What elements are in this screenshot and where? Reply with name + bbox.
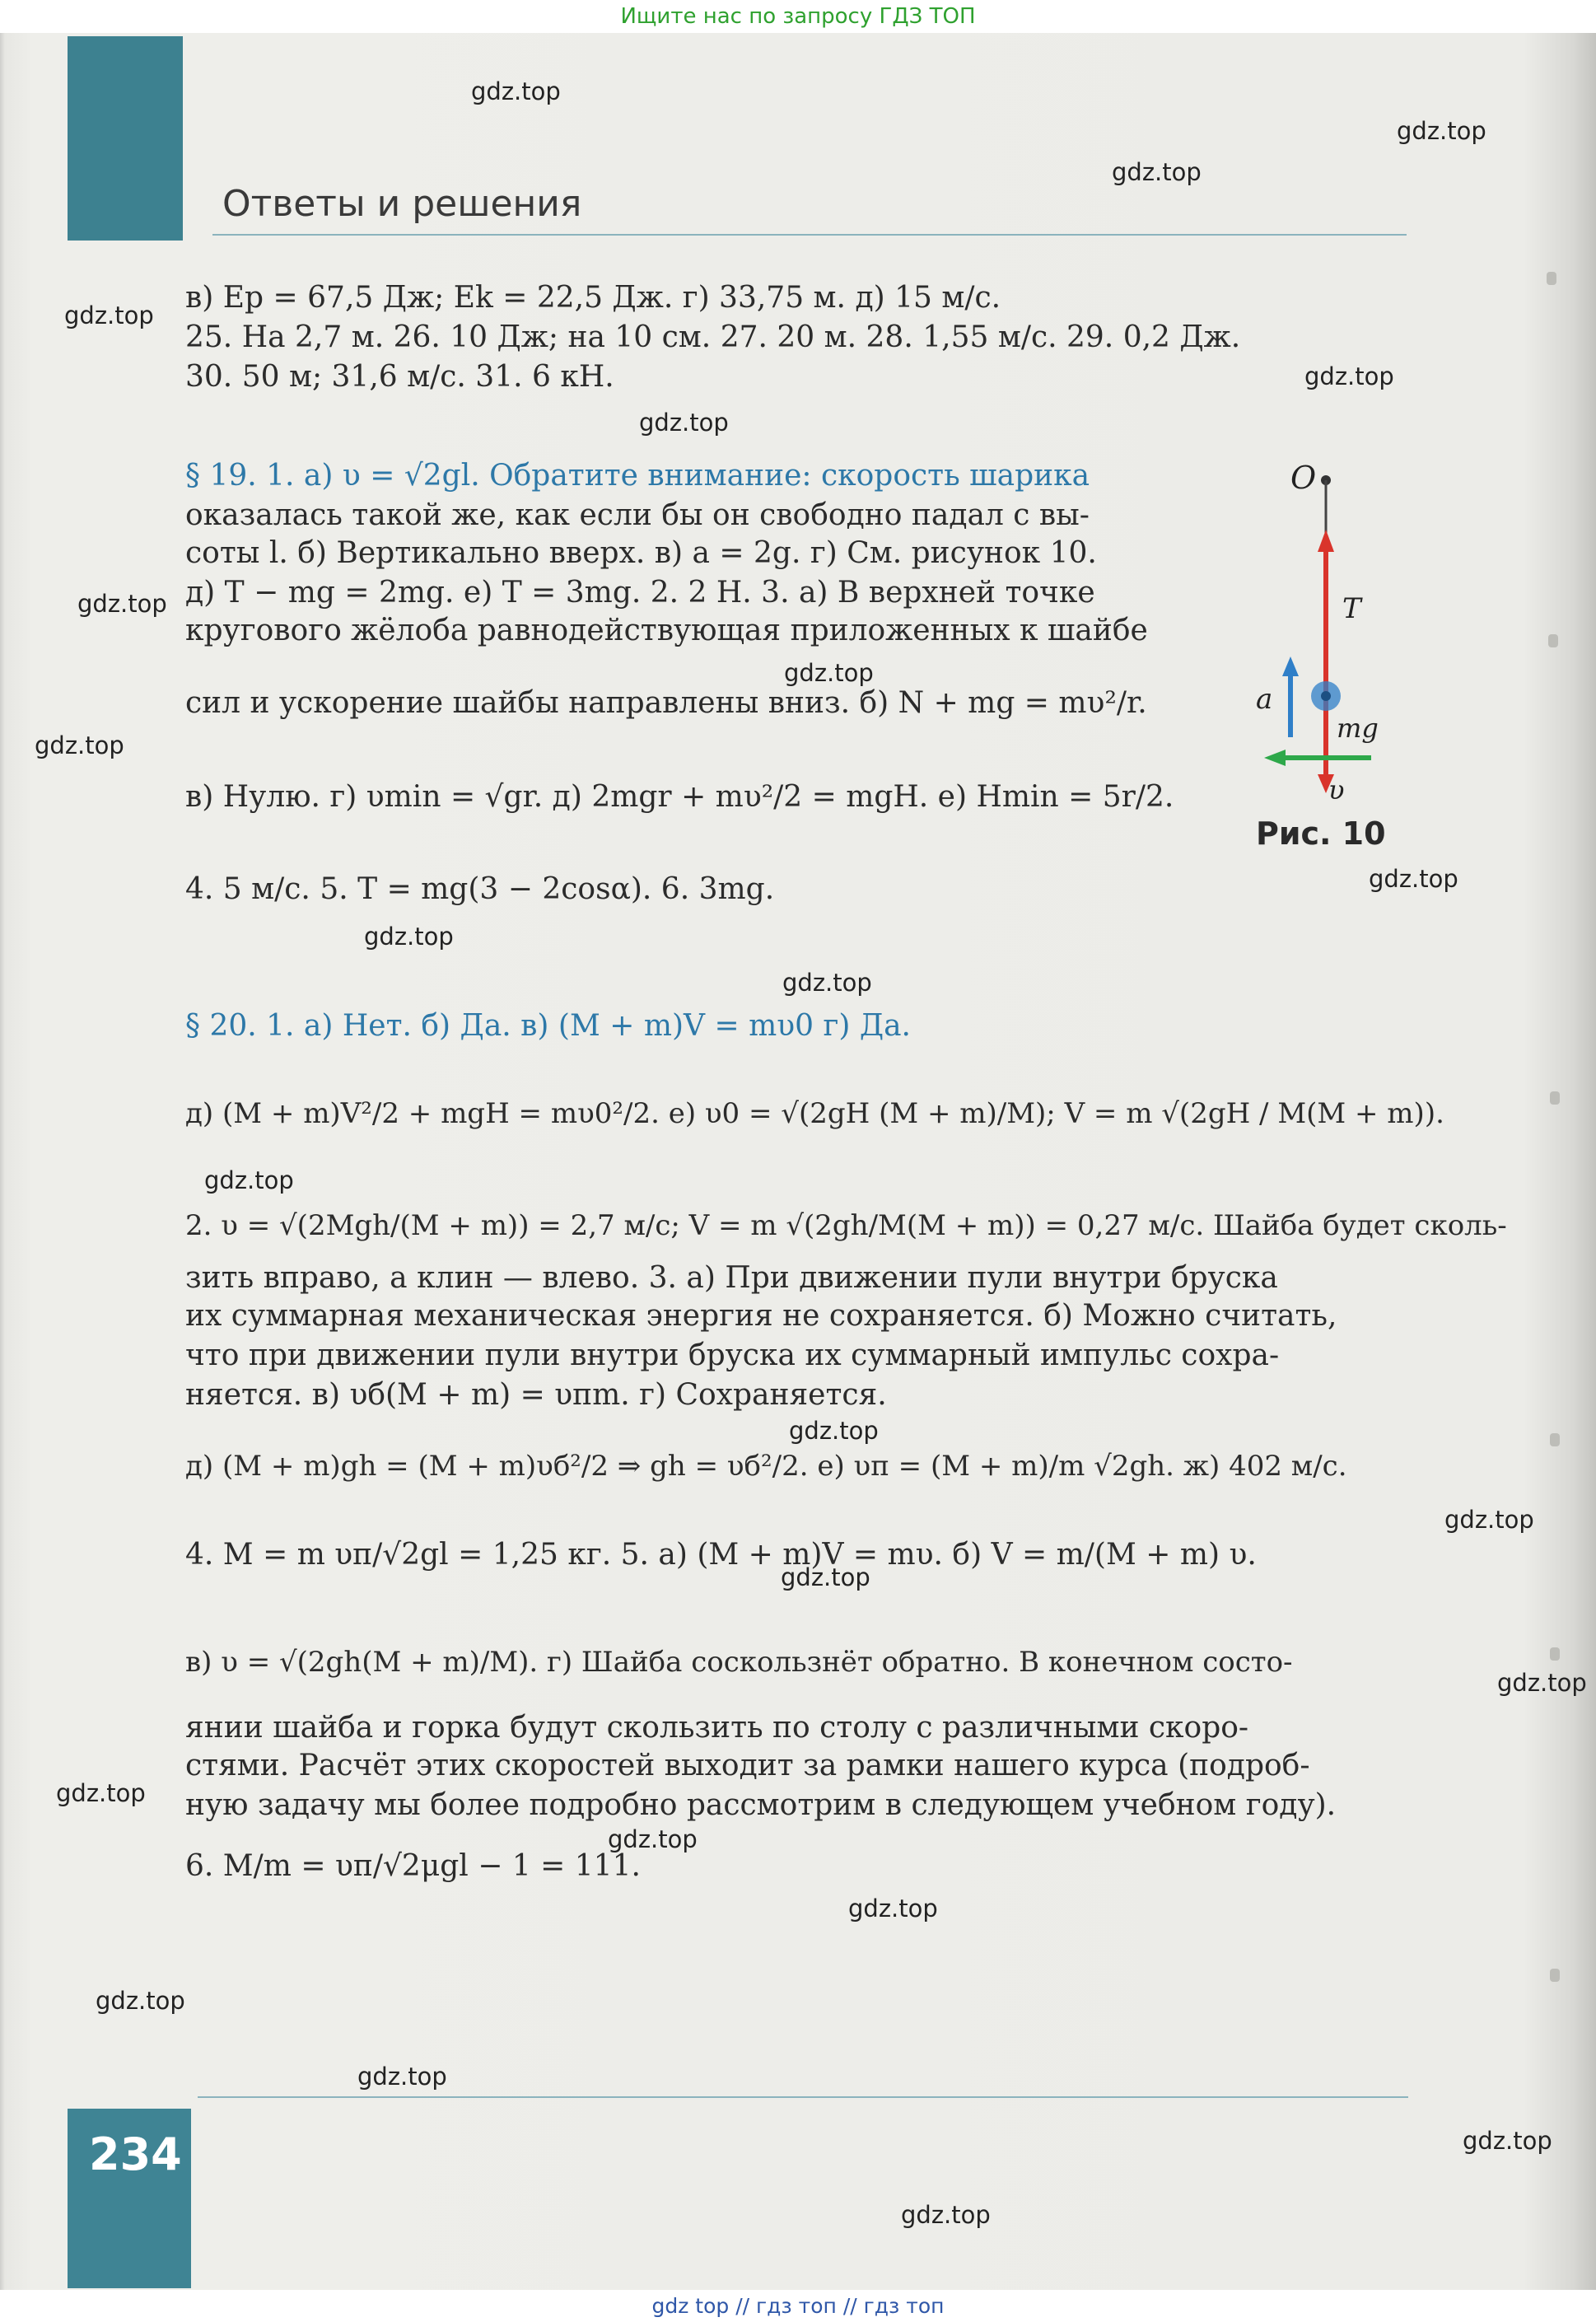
binder-tab (1550, 1091, 1560, 1105)
text-line: в) Нулю. г) υmin = √gr. д) 2mgr + mυ²/2 = mgH. е) Hmin = 5r/2. (185, 780, 1174, 814)
watermark: gdz.top (1444, 1506, 1534, 1534)
text-line: зить вправо, а клин — влево. 3. а) При движении пули внутри бруска (185, 1261, 1278, 1295)
binder-tab (1550, 1647, 1560, 1661)
text-line: д) (M + m)V²/2 + mgH = mυ0²/2. е) υ0 = √(2gH (M + m)/M); V = m √(2gH / M(M + m)). (185, 1097, 1444, 1130)
watermark: gdz.top (901, 2201, 991, 2229)
text-line: в) Eр = 67,5 Дж; Ek = 22,5 Дж. г) 33,75 м. д) 15 м/с. (185, 281, 1001, 315)
section-20-line: § 20. 1. а) Нет. б) Да. в) (M + m)V = mυ0 г) Да. (185, 1009, 911, 1043)
watermark: gdz.top (1112, 158, 1202, 186)
page-title: Ответы и решения (222, 183, 582, 225)
binder-tab (1550, 1969, 1560, 1982)
text-line: 4. 5 м/с. 5. T = mg(3 − 2cosα). 6. 3mg. (185, 872, 775, 906)
header-accent-block (68, 36, 183, 241)
text-line: янии шайба и горка будут скользить по столу с различными скоро- (185, 1711, 1249, 1745)
figure-caption: Рис. 10 (1256, 815, 1386, 852)
text-line: в) υ = √(2gh(M + m)/M). г) Шайба соскользнёт обратно. В конечном состо- (185, 1646, 1293, 1679)
watermark: gdz.top (1397, 117, 1486, 145)
section-19-line: § 19. 1. а) υ = √2gl. Обратите внимание: скорость шарика (185, 459, 1090, 493)
watermark: gdz.top (96, 1987, 185, 2015)
watermark: gdz.top (782, 969, 872, 997)
tension-arrowhead (1318, 530, 1334, 552)
watermark: gdz.top (357, 2063, 447, 2091)
figure-10-diagram (1239, 457, 1396, 803)
text-line: ную задачу мы более подробно рассмотрим в следующем учебном году). (185, 1788, 1337, 1822)
watermark: gdz.top (1497, 1669, 1587, 1697)
page-number: 234 (89, 2128, 182, 2180)
watermark: gdz.top (471, 77, 561, 105)
ball-center (1321, 691, 1331, 701)
top-banner[interactable]: Ищите нас по запросу ГДЗ ТОП (0, 0, 1596, 33)
binder-tab (1548, 634, 1558, 647)
text-line: оказалась такой же, как если бы он свободно падал с вы- (185, 498, 1090, 532)
watermark: gdz.top (1304, 362, 1394, 390)
header-rule (212, 234, 1407, 236)
gravity-label: mg (1337, 712, 1379, 744)
watermark: gdz.top (364, 923, 454, 951)
tension-label: T (1342, 592, 1361, 625)
accel-arrowhead (1282, 656, 1299, 676)
watermark: gdz.top (1369, 865, 1458, 893)
accel-label: a (1256, 683, 1273, 716)
text-line: 25. На 2,7 м. 26. 10 Дж; на 10 см. 27. 20 м. 28. 1,55 м/с. 29. 0,2 Дж. (185, 320, 1241, 354)
origin-label: O (1290, 460, 1317, 496)
watermark: gdz.top (789, 1417, 879, 1445)
text-line: няется. в) υб(M + m) = υпm. г) Сохраняется. (185, 1378, 887, 1412)
watermark: gdz.top (204, 1166, 294, 1194)
watermark: gdz.top (781, 1563, 870, 1591)
binder-tab (1550, 1433, 1560, 1446)
text-line: соты l. б) Вертикально вверх. в) a = 2g. г) См. рисунок 10. (185, 536, 1097, 570)
watermark: gdz.top (56, 1779, 146, 1807)
binder-tab (1547, 272, 1556, 285)
watermark: gdz.top (1463, 2127, 1552, 2155)
text-line: 2. υ = √(2Mgh/(M + m)) = 2,7 м/с; V = m √(2gh/M(M + m)) = 0,27 м/с. Шайба будет сколь- (185, 1209, 1507, 1242)
bottom-banner[interactable]: gdz top // гдз топ // гдз топ (0, 2290, 1596, 2322)
watermark: gdz.top (77, 590, 167, 618)
watermark: gdz.top (848, 1895, 938, 1923)
text-line: д) (M + m)gh = (M + m)υб²/2 ⇒ gh = υб²/2. е) υп = (M + m)/m √2gh. ж) 402 м/с. (185, 1450, 1347, 1483)
text-line: стями. Расчёт этих скоростей выходит за рамки нашего курса (подроб- (185, 1749, 1310, 1782)
watermark: gdz.top (64, 301, 154, 329)
velocity-arrowhead (1264, 750, 1286, 766)
text-line: что при движении пули внутри бруска их суммарный импульс сохра- (185, 1339, 1280, 1372)
watermark: gdz.top (639, 409, 729, 437)
text-line: их суммарная механическая энергия не сохраняется. б) Можно считать, (185, 1299, 1337, 1333)
footer-rule (198, 2096, 1408, 2098)
watermark: gdz.top (608, 1825, 698, 1853)
watermark: gdz.top (35, 731, 124, 759)
text-line: 6. M/m = υп/√2μgl − 1 = 111. (185, 1849, 641, 1883)
velocity-label: υ (1328, 774, 1345, 803)
text-line: кругового жёлоба равнодействующая приложенных к шайбе (185, 614, 1148, 647)
text-line: 30. 50 м; 31,6 м/с. 31. 6 кН. (185, 360, 614, 394)
watermark: gdz.top (784, 659, 874, 687)
text-line: 4. M = m υп/√2gl = 1,25 кг. 5. а) (M + m)V = mυ. б) V = m/(M + m) υ. (185, 1538, 1257, 1572)
text-line: д) T − mg = 2mg. е) T = 3mg. 2. 2 Н. 3. а) В верхней точке (185, 576, 1095, 610)
text-line: сил и ускорение шайбы направлены вниз. б) N + mg = mυ²/r. (185, 686, 1147, 720)
